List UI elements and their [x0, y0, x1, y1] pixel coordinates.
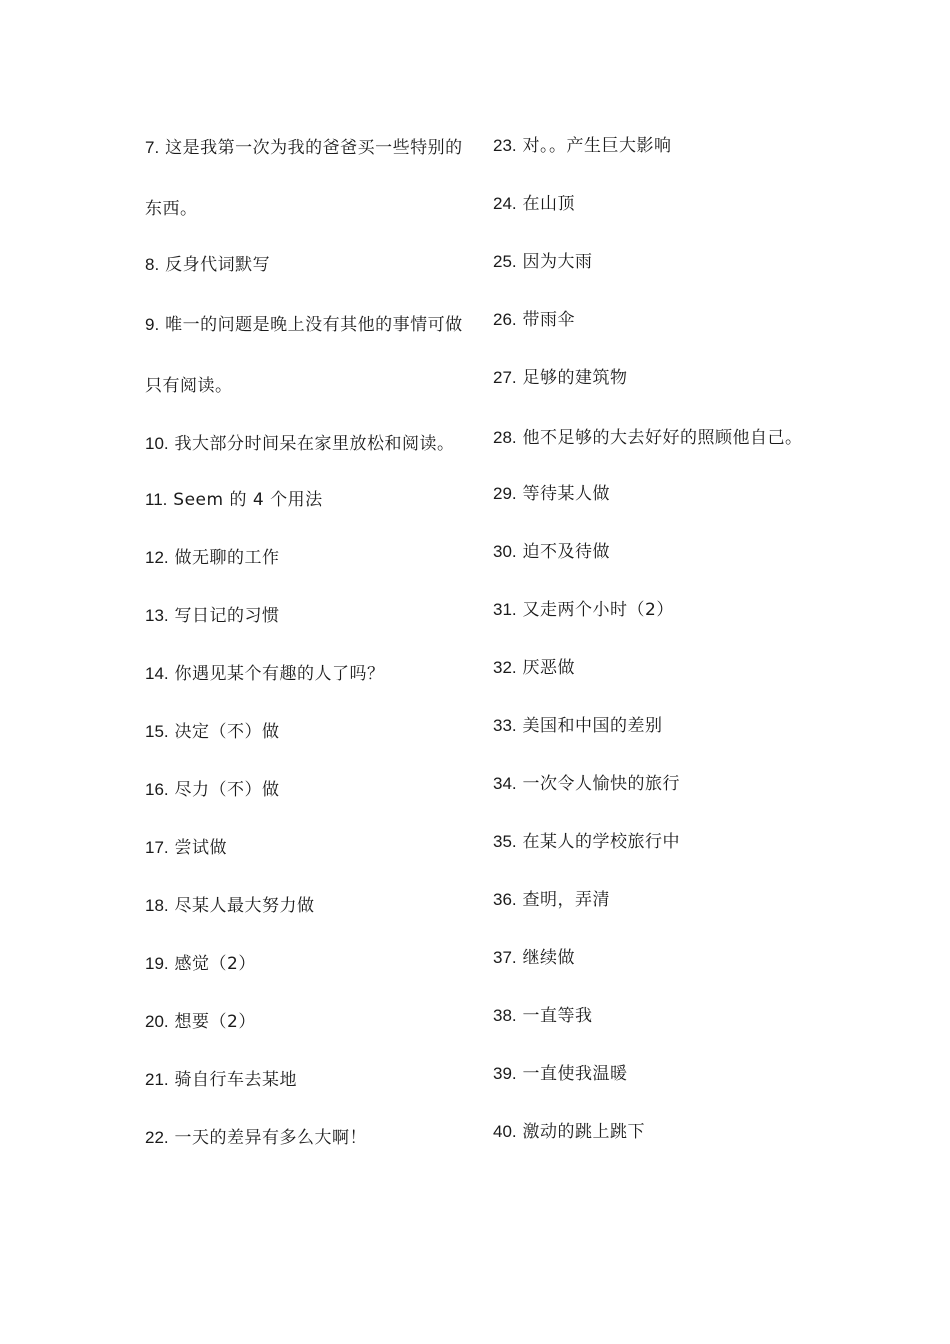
- item-number: 10.: [145, 434, 169, 453]
- item-text: 因为大雨: [522, 252, 593, 272]
- item-number: 32.: [493, 658, 517, 677]
- list-item: [493, 581, 813, 639]
- item-text: Seem 的 4 个用法: [173, 490, 323, 510]
- item-text: 迫不及待做: [522, 542, 611, 562]
- item-text: 反身代词默写: [165, 255, 271, 275]
- item-number: 11.: [145, 490, 168, 509]
- list-item: [493, 291, 813, 349]
- list-item: [145, 413, 465, 475]
- list-item: [493, 987, 813, 1045]
- item-text: 足够的建筑物: [522, 368, 628, 388]
- item-number: 8.: [145, 255, 160, 274]
- item-text: 尽某人最大努力做: [174, 896, 315, 916]
- item-text: 唯一的问题是晚上没有其他的事情可做只有阅读。: [145, 315, 463, 396]
- item-number: 37.: [493, 948, 517, 967]
- item-number: 15.: [145, 722, 169, 741]
- item-number: 9.: [145, 315, 160, 334]
- item-text: 等待某人做: [522, 484, 611, 504]
- item-text: 查明，弄清: [522, 890, 611, 910]
- item-text: 继续做: [522, 948, 576, 968]
- list-item: [493, 465, 813, 523]
- item-text: 在某人的学校旅行中: [522, 832, 681, 852]
- list-item: [493, 407, 813, 469]
- item-text: 在山顶: [522, 194, 576, 214]
- item-text: 你遇见某个有趣的人了吗？: [174, 664, 385, 684]
- list-item: [493, 639, 813, 697]
- item-number: 27.: [493, 368, 517, 387]
- item-number: 7.: [145, 138, 160, 157]
- list-item: [493, 697, 813, 755]
- item-number: 26.: [493, 310, 517, 329]
- list-item: [145, 117, 465, 240]
- list-item: [493, 755, 813, 813]
- item-text: 感觉（2）: [174, 954, 256, 974]
- item-text: 尽力（不）做: [174, 780, 280, 800]
- list-item: [145, 877, 465, 935]
- item-number: 33.: [493, 716, 517, 735]
- item-number: 28.: [493, 428, 517, 447]
- left-column: [145, 117, 465, 1167]
- item-text: 对。。产生巨大影响: [522, 136, 672, 156]
- list-item: [493, 929, 813, 987]
- item-number: 38.: [493, 1006, 517, 1025]
- list-item: [493, 349, 813, 407]
- item-number: 16.: [145, 780, 169, 799]
- list-item: [145, 236, 465, 294]
- item-text: 写日记的习惯: [174, 606, 280, 626]
- item-number: 21.: [145, 1070, 169, 1089]
- list-item: [145, 703, 465, 761]
- list-item: [145, 294, 465, 417]
- item-number: 39.: [493, 1064, 517, 1083]
- list-item: [145, 761, 465, 819]
- list-item: [493, 1045, 813, 1103]
- item-number: 30.: [493, 542, 517, 561]
- list-item: [493, 523, 813, 581]
- item-number: 35.: [493, 832, 517, 851]
- item-number: 20.: [145, 1012, 169, 1031]
- item-text: 一直等我: [522, 1006, 593, 1026]
- item-text: 我大部分时间呆在家里放松和阅读。: [174, 434, 455, 454]
- item-text: 他不足够的大去好好的照顾他自己。: [522, 428, 803, 448]
- list-item: [145, 1051, 465, 1109]
- item-number: 25.: [493, 252, 517, 271]
- item-number: 29.: [493, 484, 517, 503]
- item-number: 17.: [145, 838, 169, 857]
- list-item: [493, 233, 813, 291]
- item-number: 22.: [145, 1128, 169, 1147]
- item-number: 19.: [145, 954, 169, 973]
- list-item: [145, 529, 465, 587]
- list-item: [493, 175, 813, 233]
- item-number: 18.: [145, 896, 169, 915]
- item-number: 23.: [493, 136, 517, 155]
- item-text: 一直使我温暖: [522, 1064, 628, 1084]
- item-text: 这是我第一次为我的爸爸买一些特别的东西。: [145, 138, 463, 219]
- item-text: 带雨伞: [522, 310, 576, 330]
- item-text: 激动的跳上跳下: [522, 1122, 646, 1142]
- item-number: 36.: [493, 890, 517, 909]
- right-column: [493, 117, 813, 1161]
- item-text: 想要（2）: [174, 1012, 256, 1032]
- list-item: [493, 871, 813, 929]
- list-item: [493, 117, 813, 175]
- item-text: 美国和中国的差别: [522, 716, 663, 736]
- list-item: [145, 1109, 465, 1167]
- item-text: 又走两个小时（2）: [522, 600, 674, 620]
- item-number: 14.: [145, 664, 169, 683]
- list-item: [145, 587, 465, 645]
- item-text: 决定（不）做: [174, 722, 280, 742]
- list-item: [145, 819, 465, 877]
- item-number: 40.: [493, 1122, 517, 1141]
- item-number: 13.: [145, 606, 169, 625]
- list-item: [145, 645, 465, 703]
- item-number: 24.: [493, 194, 517, 213]
- item-text: 一天的差异有多么大啊！: [174, 1128, 368, 1148]
- item-number: 12.: [145, 548, 169, 567]
- item-text: 一次令人愉快的旅行: [522, 774, 681, 794]
- item-number: 31.: [493, 600, 517, 619]
- list-item: [493, 1103, 813, 1161]
- item-text: 做无聊的工作: [174, 548, 280, 568]
- list-item: [145, 935, 465, 993]
- item-text: 尝试做: [174, 838, 228, 858]
- list-item: [493, 813, 813, 871]
- item-number: 34.: [493, 774, 517, 793]
- item-text: 骑自行车去某地: [174, 1070, 298, 1090]
- item-text: 厌恶做: [522, 658, 576, 678]
- list-item: [145, 993, 465, 1051]
- list-item: [145, 471, 465, 529]
